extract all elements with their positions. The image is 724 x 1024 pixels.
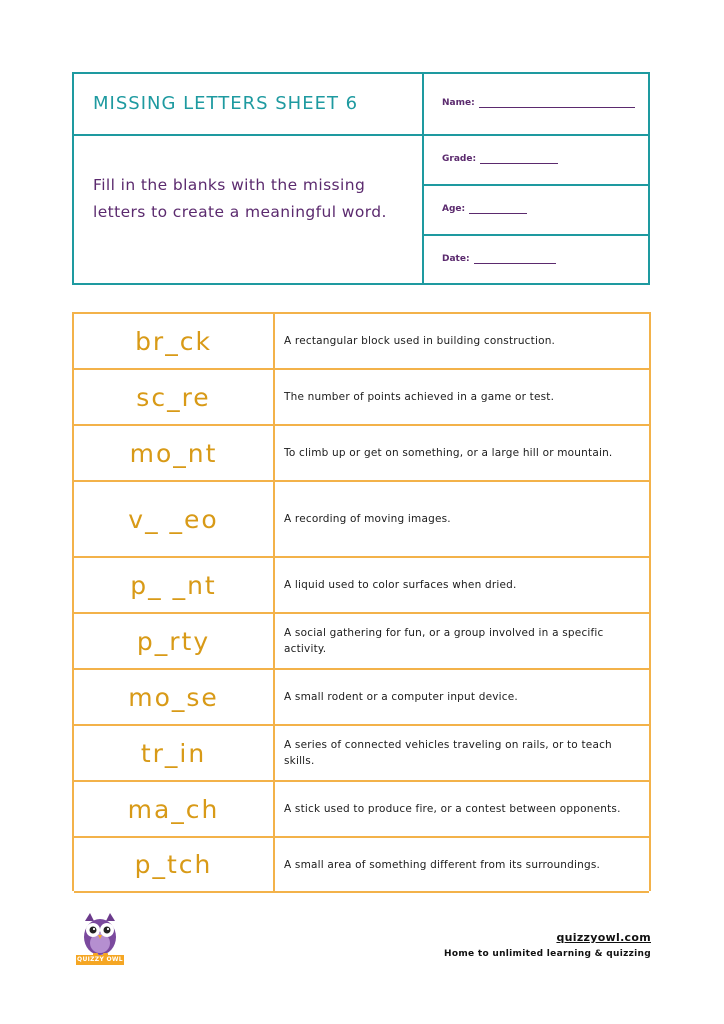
word-definition: A social gathering for fun, or a group involved in a specific activity.	[284, 627, 604, 655]
age-blank[interactable]	[469, 204, 527, 214]
table-row	[74, 670, 649, 726]
word-puzzle: br_ck	[74, 314, 275, 368]
date-field[interactable]	[442, 254, 556, 264]
table-row	[74, 482, 649, 558]
worksheet-header	[72, 72, 650, 285]
table-row	[74, 838, 649, 893]
header-divider	[74, 134, 422, 136]
word-puzzle: ma_ch	[74, 782, 275, 836]
word-puzzle: p_ _nt	[74, 558, 275, 612]
field-divider	[422, 184, 650, 186]
word-definition: A small rodent or a computer input device.	[284, 691, 518, 703]
word-definition: A rectangular block used in building construction.	[284, 335, 556, 347]
word-puzzle: mo_nt	[74, 426, 275, 480]
table-row	[74, 314, 649, 370]
word-puzzle: p_tch	[74, 838, 275, 891]
word-definition: A stick used to produce fire, or a contest between opponents.	[284, 803, 621, 815]
date-blank[interactable]	[474, 254, 556, 264]
word-puzzle: p_rty	[74, 614, 275, 668]
table-row	[74, 426, 649, 482]
grade-label: Grade:	[442, 154, 477, 164]
word-definition: A series of connected vehicles traveling on rails, or to teach skills.	[284, 739, 612, 767]
table-row	[74, 726, 649, 782]
table-row	[74, 558, 649, 614]
missing-letters-table	[72, 312, 651, 891]
word-definition: A recording of moving images.	[284, 513, 451, 525]
word-puzzle: sc_re	[74, 370, 275, 424]
word-definition: To climb up or get on something, or a large hill or mountain.	[284, 447, 613, 459]
table-row	[74, 370, 649, 426]
word-puzzle: mo_se	[74, 670, 275, 724]
worksheet-title: MISSING LETTERS SHEET 6	[93, 93, 359, 114]
age-field[interactable]	[442, 204, 527, 214]
word-definition: A liquid used to color surfaces when dried.	[284, 579, 517, 591]
site-tagline: Home to unlimited learning & quizzing	[444, 949, 651, 959]
name-blank[interactable]	[479, 98, 635, 108]
instructions-text: Fill in the blanks with the missing letters to create a meaningful word.	[93, 176, 387, 221]
quizzy-owl-logo	[76, 913, 124, 965]
name-label: Name:	[442, 98, 475, 108]
word-definition: A small area of something different from its surroundings.	[284, 858, 601, 871]
grade-blank[interactable]	[480, 154, 558, 164]
field-divider	[422, 134, 650, 136]
site-link[interactable]: quizzyowl.com	[556, 931, 651, 944]
logo-text: QUIZZY OWL	[77, 956, 123, 963]
header-divider	[422, 74, 424, 283]
age-label: Age:	[442, 204, 466, 214]
date-label: Date:	[442, 254, 470, 264]
word-definition: The number of points achieved in a game or test.	[284, 391, 555, 403]
owl-icon	[76, 913, 124, 957]
table-row	[74, 782, 649, 838]
table-row	[74, 614, 649, 670]
grade-field[interactable]	[442, 154, 558, 164]
field-divider	[422, 234, 650, 236]
word-puzzle: tr_in	[74, 726, 275, 780]
word-puzzle: v_ _eo	[74, 482, 275, 556]
name-field[interactable]	[442, 98, 635, 108]
